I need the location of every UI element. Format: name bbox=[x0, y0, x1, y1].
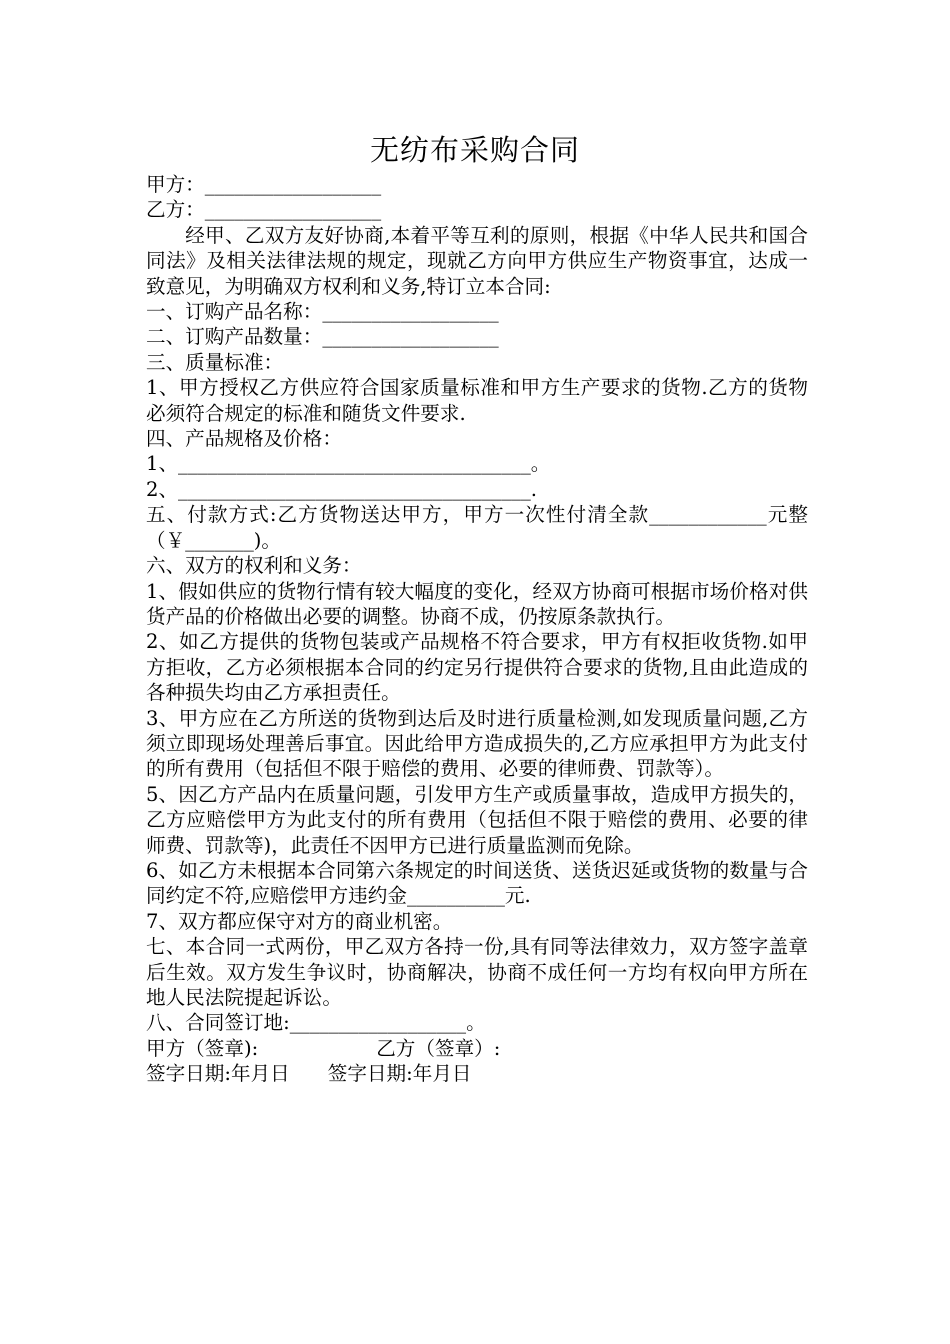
party-b-seal: 乙方（签章）: bbox=[376, 1036, 501, 1060]
clause-rights-item-1: 1、假如供应的货物行情有较大幅度的变化，经双方协商可根据市场价格对供货产品的价格做出必要的调整。协商不成，仍按原条款执行。 bbox=[146, 579, 808, 628]
signature-date-row bbox=[146, 1061, 808, 1086]
clause-rights-item-5: 5、因乙方产品内在质量问题，引发甲方生产或质量事故，造成甲方损失的，乙方应赔偿甲方为此支付的所有费用（包括但不限于赔偿的费用、必要的律师费、罚款等)，此责任不因甲方已进行质量监测而免除。 bbox=[146, 782, 808, 857]
page-title: 无纺布采购合同 bbox=[369, 133, 580, 167]
party-a-seal: 甲方（签章): bbox=[146, 1036, 259, 1060]
clause-quality-item-1: 1、甲方授权乙方供应符合国家质量标准和甲方生产要求的货物.乙方的货物必须符合规定的标准和随货文件要求. bbox=[146, 376, 808, 425]
clause-rights-item-7: 7、双方都应保守对方的商业机密。 bbox=[146, 909, 453, 933]
clause-copies: 七、本合同一式两份，甲乙双方各持一份,具有同等法律效力，双方签字盖章后生效。双方发生争议时，协商解决，协商不成任何一方均有权向甲方所在地人民法院提起诉讼。 bbox=[146, 935, 808, 1009]
clause-rights-item-2: 2、如乙方提供的货物包装或产品规格不符合要求，甲方有权拒收货物.如甲方拒收，乙方必须根据本合同的约定另行提供符合要求的货物,且由此造成的各种损失均由乙方承担责任。 bbox=[146, 630, 808, 705]
clause-spec-item-2: 2、____________________________________. bbox=[146, 477, 537, 501]
clause-rights-heading: 六、双方的权利和义务： bbox=[146, 554, 362, 578]
clause-product-quantity: 二、订购产品数量：__________________ bbox=[146, 325, 499, 349]
clause-quality-heading: 三、质量标准： bbox=[146, 350, 284, 374]
clause-spec-item-1: 1、____________________________________。 bbox=[146, 452, 551, 476]
preamble-paragraph: 经甲、乙双方友好协商,本着平等互利的原则，根据《中华人民共和国合同法》及相关法律法规的规定，现就乙方向甲方供应生产物资事宜，达成一致意见，为明确双方权利和义务,特订立本合同: bbox=[146, 223, 808, 298]
party-b-date: 签字日期:年月日 bbox=[327, 1062, 472, 1086]
signature-seal-row bbox=[146, 1036, 808, 1061]
clause-payment: 五、付款方式:乙方货物送达甲方，甲方一次性付清全款____________元整（￥_______)。 bbox=[146, 503, 808, 552]
party-a-date: 签字日期:年月日 bbox=[146, 1062, 290, 1086]
clause-rights-item-3: 3、甲方应在乙方所送的货物到达后及时进行质量检测,如发现质量问题,乙方须立即现场处理善后事宜。因此给甲方造成损失的,乙方应承担甲方为此支付的所有费用（包括但不限于赔偿的费用、必要的律师费、罚款等）。 bbox=[146, 706, 808, 781]
clause-spec-heading: 四、产品规格及价格： bbox=[146, 427, 342, 451]
clause-rights-item-6: 6、如乙方未根据本合同第六条规定的时间送货、送货迟延或货物的数量与合同约定不符,应赔偿甲方违约金__________元. bbox=[146, 858, 808, 908]
contract-body bbox=[146, 172, 808, 1087]
clause-product-name: 一、订购产品名称：__________________ bbox=[146, 300, 499, 324]
party-b-line: 乙方：__________________ bbox=[146, 198, 382, 222]
clause-signing-place: 八、合同签订地:__________________。 bbox=[146, 1011, 486, 1035]
party-a-line: 甲方：__________________ bbox=[146, 173, 382, 196]
